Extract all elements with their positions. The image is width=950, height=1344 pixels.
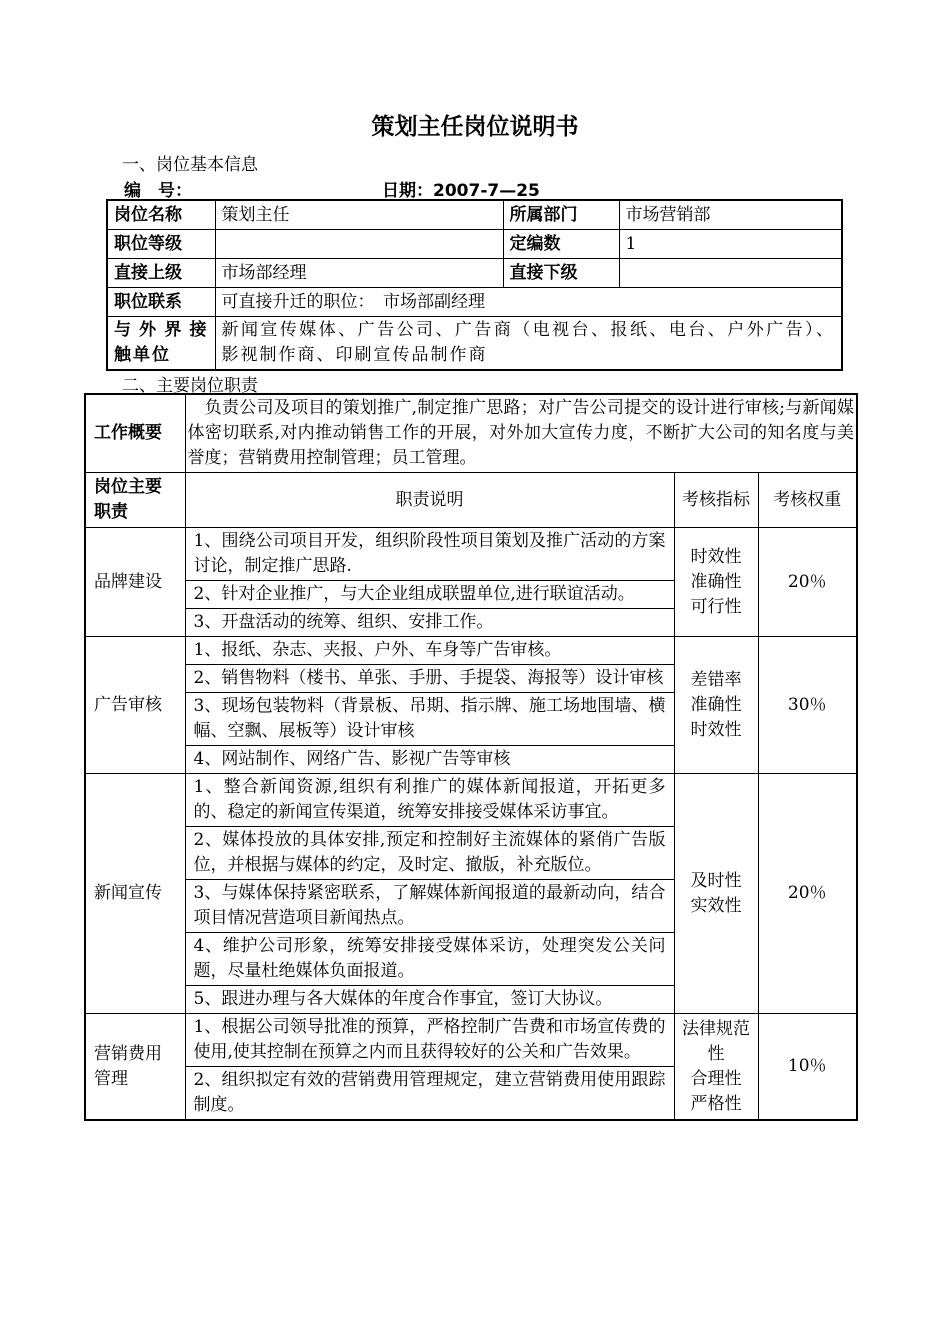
superior-label: 直接上级	[107, 259, 215, 288]
name-value: 策划主任	[215, 200, 503, 230]
contact-value: 新闻宣传媒体、广告公司、广告商（电视台、报纸、电台、户外广告）、影视制作商、印刷宣传品制作商	[215, 317, 842, 371]
basic-info-table	[106, 199, 843, 371]
section-duties: 二、主要岗位职责	[122, 376, 258, 396]
quota-label: 定编数	[503, 230, 619, 259]
duty-item: 3、现场包装物料（背景板、吊期、指示牌、施工场地围墙、横幅、空飘、展板等）设计审核	[185, 693, 674, 746]
number-label: 编 号：	[124, 181, 192, 201]
duty-item: 3、开盘活动的统筹、组织、安排工作。	[185, 609, 674, 637]
duty-item: 2、销售物料（楼书、单张、手册、手提袋、海报等）设计审核	[185, 665, 674, 693]
superior-value: 市场部经理	[215, 259, 503, 288]
contact-label: 与外界接触单位	[107, 317, 215, 371]
duty-index: 及时性 实效性	[674, 774, 758, 1014]
duty-weight: 10％	[758, 1014, 857, 1121]
duty-index: 法律规范性 合理性 严格性	[674, 1014, 758, 1121]
duty-group-name: 新闻宣传	[85, 774, 185, 1014]
header-main: 岗位主要职责	[85, 473, 185, 528]
duty-row	[85, 1014, 857, 1067]
dept-label: 所属部门	[503, 200, 619, 230]
duty-group-name: 营销费用管理	[85, 1014, 185, 1121]
duty-item: 3、与媒体保持紧密联系，了解媒体新闻报道的最新动向，结合项目情况营造项目新闻热点。	[185, 880, 674, 933]
duty-item: 5、跟进办理与各大媒体的年度合作事宜，签订大协议。	[185, 986, 674, 1014]
summary-text: 负责公司及项目的策划推广,制定推广思路；对广告公司提交的设计进行审核;与新闻媒体密切联系,对内推动销售工作的开展，对外加大宣传力度，不断扩大公司的知名度与美誉度；营销费用控制管理；员工管理。	[185, 394, 857, 473]
document-title: 策划主任岗位说明书	[371, 114, 579, 140]
header-desc: 职责说明	[185, 473, 674, 528]
header-weight: 考核权重	[758, 473, 857, 528]
duty-row	[85, 774, 857, 827]
duty-item: 4、维护公司形象，统筹安排接受媒体采访，处理突发公关问题，尽量杜绝媒体负面报道。	[185, 933, 674, 986]
quota-value: 1	[619, 230, 842, 259]
duty-index: 差错率 准确性 时效性	[674, 637, 758, 774]
duty-item: 2、针对企业推广，与大企业组成联盟单位,进行联谊活动。	[185, 581, 674, 609]
duty-weight: 20％	[758, 528, 857, 637]
duty-item: 2、媒体投放的具体安排,预定和控制好主流媒体的紧俏广告版位，并根据与媒体的约定，及时定、撤版，补充版位。	[185, 827, 674, 880]
name-label: 岗位名称	[107, 200, 215, 230]
duty-index: 时效性 准确性 可行性	[674, 528, 758, 637]
duty-row	[85, 637, 857, 665]
subordinate-label: 直接下级	[503, 259, 619, 288]
duty-weight: 30％	[758, 637, 857, 774]
duty-weight: 20％	[758, 774, 857, 1014]
grade-label: 职位等级	[107, 230, 215, 259]
subordinate-value	[619, 259, 842, 288]
header-index: 考核指标	[674, 473, 758, 528]
duty-item: 1、报纸、杂志、夹报、户外、车身等广告审核。	[185, 637, 674, 665]
duty-group-name: 广告审核	[85, 637, 185, 774]
duty-item: 1、根据公司领导批准的预算，严格控制广告费和市场宣传费的使用,使其控制在预算之内而且获得较好的公关和广告效果。	[185, 1014, 674, 1067]
duty-item: 4、网站制作、网络广告、影视广告等审核	[185, 746, 674, 774]
section-basic-info: 一、岗位基本信息	[122, 155, 258, 175]
relation-label: 职位联系	[107, 288, 215, 317]
summary-label: 工作概要	[85, 394, 185, 473]
date-label: 日期：2007-7—25	[382, 181, 540, 201]
duty-group-name: 品牌建设	[85, 528, 185, 637]
duty-item: 1、整合新闻资源,组织有利推广的媒体新闻报道，开拓更多的、稳定的新闻宣传渠道，统筹安排接受媒体采访事宜。	[185, 774, 674, 827]
duties-table	[84, 393, 858, 1121]
duty-row	[85, 528, 857, 581]
dept-value: 市场营销部	[619, 200, 842, 230]
duty-item: 2、组织拟定有效的营销费用管理规定，建立营销费用使用跟踪制度。	[185, 1067, 674, 1121]
relation-value: 可直接升迁的职位： 市场部副经理	[215, 288, 842, 317]
grade-value	[215, 230, 503, 259]
duty-item: 1、围绕公司项目开发，组织阶段性项目策划及推广活动的方案讨论，制定推广思路.	[185, 528, 674, 581]
